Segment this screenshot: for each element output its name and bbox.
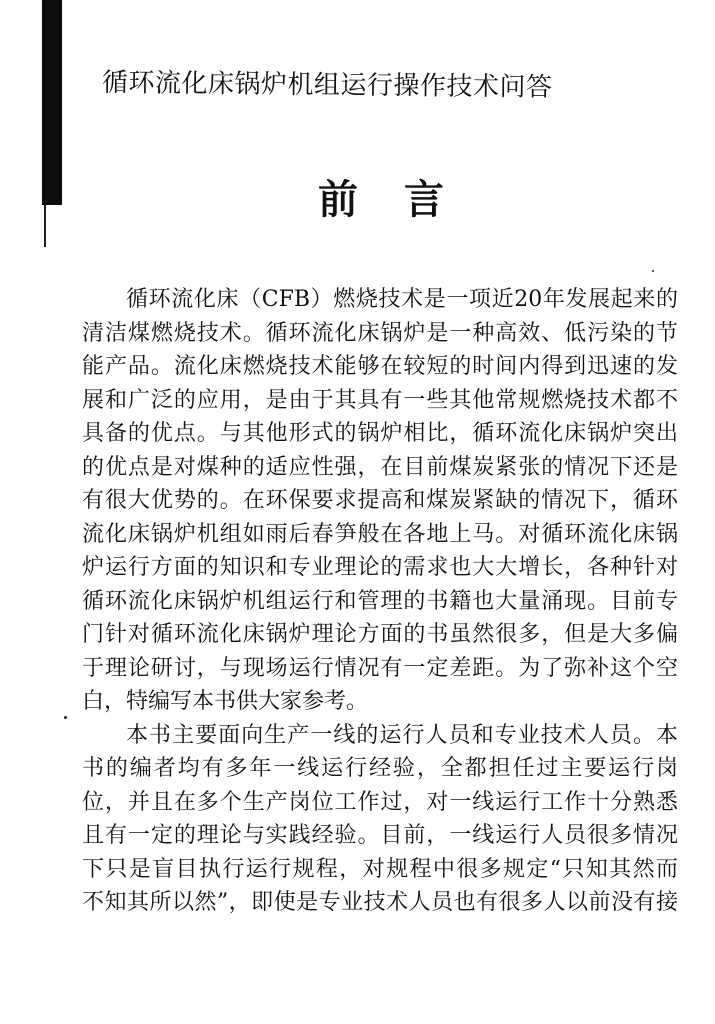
text-line: 能产品。流化床燃烧技术能够在较短的时间内得到迅速的发 <box>82 354 678 379</box>
preface-heading <box>318 168 444 225</box>
text-line: 下只是盲目执行运行规程，对规程中很多规定“只知其然而 <box>82 856 678 882</box>
text-line: 流化床锅炉机组如雨后春笋般在各地上马。对循环流化床锅 <box>82 521 678 547</box>
text-line: 炉运行方面的知识和专业理论的需求也大大增长，各种针对 <box>82 555 678 580</box>
text-line: 的优点是对煤种的适应性强，在目前煤炭紧张的情况下还是 <box>82 454 678 480</box>
text-line: 展和广泛的应用，是由于其具有一些其他常规燃烧技术都不 <box>82 387 678 413</box>
text-line: 不知其所以然”，即使是专业技术人员也有很多人以前没有接 <box>82 890 678 915</box>
text-line: 于理论研讨，与现场运行情况有一定差距。为了弥补这个空 <box>82 655 678 681</box>
text-line: 循环流化床（CFB）燃烧技术是一项近20年发展起来的 <box>126 287 678 312</box>
text-line: 位，并且在多个生产岗位工作过，对一线运行工作十分熟悉 <box>82 789 678 815</box>
scan-speck <box>64 716 67 719</box>
text-line: 清洁煤燃烧技术。循环流化床锅炉是一种高效、低污染的节 <box>82 320 678 346</box>
preface-heading-char-1: 前 <box>318 176 358 223</box>
scan-speck <box>652 270 654 272</box>
text-line: 门针对循环流化床锅炉理论方面的书虽然很多，但是大多偏 <box>82 622 678 647</box>
text-line: 书的编者均有多年一线运行经验，全都担任过主要运行岗 <box>82 756 678 781</box>
text-line: 本书主要面向生产一线的运行人员和专业技术人员。本 <box>126 722 678 748</box>
text-line: 白，特编写本书供大家参考。 <box>82 689 369 714</box>
spine-scan-bar <box>42 0 62 205</box>
preface-heading-char-2: 言 <box>404 176 444 223</box>
preface-body <box>82 283 678 920</box>
text-line: 有很大优势的。在环保要求提高和煤炭紧缺的情况下，循环 <box>82 488 678 513</box>
text-line: 具备的优点。与其他形式的锅炉相比，循环流化床锅炉突出 <box>82 421 678 446</box>
text-line: 循环流化床锅炉机组运行和管理的书籍也大量涌现。目前专 <box>82 588 678 614</box>
spine-scan-line <box>44 205 46 247</box>
running-header-title: 循环流化床锅炉机组运行操作技术问答 <box>101 68 553 103</box>
text-line: 且有一定的理论与实践经验。目前，一线运行人员很多情况 <box>82 823 678 848</box>
